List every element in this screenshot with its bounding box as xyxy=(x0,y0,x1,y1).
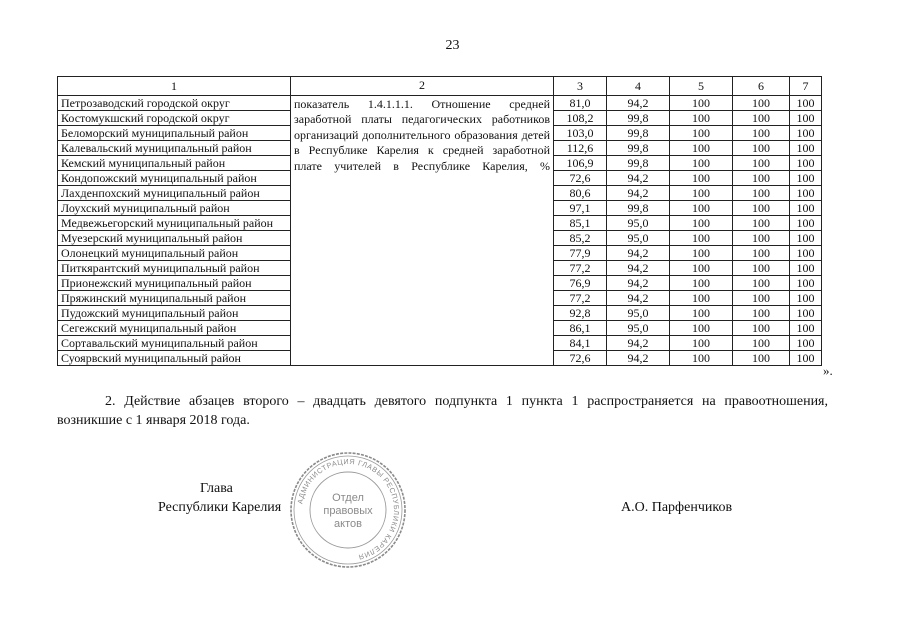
district-name-cell: Кемский муниципальный район xyxy=(58,155,291,170)
value-cell-c7: 100 xyxy=(790,200,822,215)
value-cell-c5: 100 xyxy=(670,185,733,200)
value-cell-c5: 100 xyxy=(670,290,733,305)
col-header: 1 xyxy=(58,77,291,96)
indicator-table xyxy=(57,76,822,366)
value-cell-c4: 94,2 xyxy=(607,290,670,305)
value-cell-c7: 100 xyxy=(790,155,822,170)
value-cell-c7: 100 xyxy=(790,215,822,230)
value-cell-c3: 76,9 xyxy=(554,275,607,290)
value-cell-c3: 106,9 xyxy=(554,155,607,170)
value-cell-c3: 84,1 xyxy=(554,335,607,350)
value-cell-c7: 100 xyxy=(790,140,822,155)
value-cell-c4: 99,8 xyxy=(607,155,670,170)
value-cell-c4: 99,8 xyxy=(607,110,670,125)
value-cell-c3: 72,6 xyxy=(554,350,607,365)
value-cell-c6: 100 xyxy=(733,260,790,275)
value-cell-c5: 100 xyxy=(670,170,733,185)
value-cell-c7: 100 xyxy=(790,260,822,275)
col-header: 6 xyxy=(733,77,790,96)
value-cell-c3: 85,2 xyxy=(554,230,607,245)
value-cell-c4: 94,2 xyxy=(607,170,670,185)
value-cell-c6: 100 xyxy=(733,245,790,260)
value-cell-c6: 100 xyxy=(733,215,790,230)
value-cell-c5: 100 xyxy=(670,125,733,140)
value-cell-c5: 100 xyxy=(670,305,733,320)
value-cell-c5: 100 xyxy=(670,95,733,110)
stamp-center-line: Отдел xyxy=(332,492,364,504)
value-cell-c3: 86,1 xyxy=(554,320,607,335)
value-cell-c5: 100 xyxy=(670,350,733,365)
col-header: 4 xyxy=(607,77,670,96)
signatory-name: А.О. Парфенчиков xyxy=(621,500,733,515)
district-name-cell: Медвежьегорский муниципальный район xyxy=(58,215,291,230)
value-cell-c3: 80,6 xyxy=(554,185,607,200)
col-header: 2 xyxy=(291,77,554,96)
district-name-cell: Пряжинский муниципальный район xyxy=(58,290,291,305)
value-cell-c6: 100 xyxy=(733,290,790,305)
value-cell-c6: 100 xyxy=(733,275,790,290)
value-cell-c7: 100 xyxy=(790,335,822,350)
table-header-row xyxy=(58,77,822,96)
value-cell-c3: 77,9 xyxy=(554,245,607,260)
value-cell-c4: 94,2 xyxy=(607,245,670,260)
value-cell-c5: 100 xyxy=(670,140,733,155)
signature-title-line2: Республики Карелия xyxy=(158,500,282,515)
district-name-cell: Сортавальский муниципальный район xyxy=(58,335,291,350)
value-cell-c6: 100 xyxy=(733,185,790,200)
value-cell-c4: 95,0 xyxy=(607,320,670,335)
value-cell-c7: 100 xyxy=(790,275,822,290)
value-cell-c3: 97,1 xyxy=(554,200,607,215)
value-cell-c4: 99,8 xyxy=(607,125,670,140)
value-cell-c6: 100 xyxy=(733,125,790,140)
value-cell-c3: 92,8 xyxy=(554,305,607,320)
value-cell-c6: 100 xyxy=(733,155,790,170)
value-cell-c6: 100 xyxy=(733,170,790,185)
signature-title-line1: Глава xyxy=(200,481,233,496)
value-cell-c5: 100 xyxy=(670,275,733,290)
value-cell-c4: 99,8 xyxy=(607,200,670,215)
district-name-cell: Питкярантский муниципальный район xyxy=(58,260,291,275)
value-cell-c6: 100 xyxy=(733,305,790,320)
value-cell-c6: 100 xyxy=(733,140,790,155)
value-cell-c7: 100 xyxy=(790,185,822,200)
value-cell-c4: 94,2 xyxy=(607,260,670,275)
value-cell-c6: 100 xyxy=(733,230,790,245)
value-cell-c3: 72,6 xyxy=(554,170,607,185)
value-cell-c7: 100 xyxy=(790,305,822,320)
value-cell-c6: 100 xyxy=(733,95,790,110)
value-cell-c3: 77,2 xyxy=(554,290,607,305)
value-cell-c3: 103,0 xyxy=(554,125,607,140)
official-stamp xyxy=(288,450,408,570)
value-cell-c7: 100 xyxy=(790,350,822,365)
value-cell-c4: 94,2 xyxy=(607,95,670,110)
value-cell-c4: 95,0 xyxy=(607,230,670,245)
district-name-cell: Петрозаводский городской округ xyxy=(58,95,291,110)
district-name-cell: Сегежский муниципальный район xyxy=(58,320,291,335)
table-row xyxy=(58,95,822,110)
col-header: 3 xyxy=(554,77,607,96)
district-name-cell: Лахденпохский муниципальный район xyxy=(58,185,291,200)
value-cell-c4: 94,2 xyxy=(607,335,670,350)
value-cell-c5: 100 xyxy=(670,110,733,125)
value-cell-c5: 100 xyxy=(670,155,733,170)
district-name-cell: Лоухский муниципальный район xyxy=(58,200,291,215)
district-name-cell: Олонецкий муниципальный район xyxy=(58,245,291,260)
value-cell-c5: 100 xyxy=(670,200,733,215)
value-cell-c7: 100 xyxy=(790,110,822,125)
value-cell-c4: 95,0 xyxy=(607,305,670,320)
value-cell-c6: 100 xyxy=(733,350,790,365)
value-cell-c3: 112,6 xyxy=(554,140,607,155)
value-cell-c6: 100 xyxy=(733,200,790,215)
col-header: 7 xyxy=(790,77,822,96)
stamp-ring-text: АДМИНИСТРАЦИЯ ГЛАВЫ РЕСПУБЛИКИ КАРЕЛИЯ xyxy=(295,456,402,562)
value-cell-c7: 100 xyxy=(790,230,822,245)
value-cell-c3: 108,2 xyxy=(554,110,607,125)
value-cell-c5: 100 xyxy=(670,335,733,350)
district-name-cell: Муезерский муниципальный район xyxy=(58,230,291,245)
value-cell-c5: 100 xyxy=(670,215,733,230)
district-name-cell: Калевальский муниципальный район xyxy=(58,140,291,155)
district-name-cell: Пудожский муниципальный район xyxy=(58,305,291,320)
value-cell-c5: 100 xyxy=(670,230,733,245)
closing-quote: ». xyxy=(823,363,833,378)
value-cell-c4: 94,2 xyxy=(607,185,670,200)
indicator-description-cell xyxy=(291,95,554,365)
value-cell-c7: 100 xyxy=(790,245,822,260)
value-cell-c5: 100 xyxy=(670,245,733,260)
value-cell-c4: 99,8 xyxy=(607,140,670,155)
district-name-cell: Костомукшский городской округ xyxy=(58,110,291,125)
value-cell-c3: 85,1 xyxy=(554,215,607,230)
value-cell-c7: 100 xyxy=(790,320,822,335)
district-name-cell: Беломорский муниципальный район xyxy=(58,125,291,140)
stamp-center-line: правовых xyxy=(323,505,373,517)
value-cell-c6: 100 xyxy=(733,320,790,335)
value-cell-c4: 94,2 xyxy=(607,275,670,290)
value-cell-c4: 94,2 xyxy=(607,350,670,365)
district-name-cell: Прионежский муниципальный район xyxy=(58,275,291,290)
page-number: 23 xyxy=(445,38,460,53)
value-cell-c7: 100 xyxy=(790,125,822,140)
value-cell-c3: 77,2 xyxy=(554,260,607,275)
district-name-cell: Кондопожский муниципальный район xyxy=(58,170,291,185)
value-cell-c7: 100 xyxy=(790,290,822,305)
value-cell-c3: 81,0 xyxy=(554,95,607,110)
stamp-center-line: актов xyxy=(334,518,362,530)
value-cell-c4: 95,0 xyxy=(607,215,670,230)
value-cell-c6: 100 xyxy=(733,110,790,125)
value-cell-c5: 100 xyxy=(670,320,733,335)
body-paragraph: 2. Действие абзацев второго – двадцать девятого подпункта 1 пункта 1 распространяется на правоотношения, возникшие с 1 января 2018 года. xyxy=(57,394,828,428)
value-cell-c7: 100 xyxy=(790,170,822,185)
col-header: 5 xyxy=(670,77,733,96)
indicator-description-text: показатель 1.4.1.1.1. Отношение средней заработной платы педагогических работников организаций дополнительного образования детей в Республике Карелия к средней заработной плате учителей в Республике Карелия, % xyxy=(294,96,550,173)
value-cell-c6: 100 xyxy=(733,335,790,350)
value-cell-c5: 100 xyxy=(670,260,733,275)
value-cell-c7: 100 xyxy=(790,95,822,110)
district-name-cell: Суоярвский муниципальный район xyxy=(58,350,291,365)
